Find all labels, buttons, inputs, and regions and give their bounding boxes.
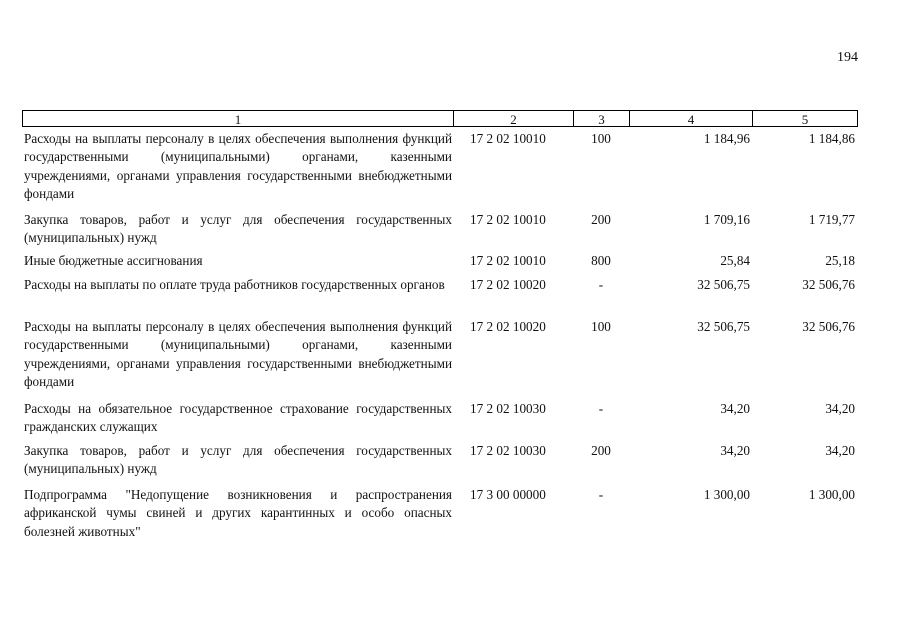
row-description: Закупка товаров, работ и услуг для обеспечения государственных (муниципальных) нужд — [24, 443, 452, 477]
row-value-col5: 34,20 — [825, 401, 855, 416]
row-expense-type: 100 — [591, 131, 611, 146]
row-expense-type: 100 — [591, 319, 611, 334]
row-value-col5: 1 719,77 — [808, 212, 855, 227]
row-value-col4: 34,20 — [720, 401, 750, 416]
table-header-row — [22, 110, 858, 128]
row-description: Иные бюджетные ассигнования — [24, 253, 203, 268]
row-value-col4: 34,20 — [720, 443, 750, 458]
row-value-col5: 32 506,76 — [802, 319, 855, 334]
row-expense-type: - — [598, 487, 604, 502]
row-code: 17 3 00 00000 — [470, 487, 546, 502]
page-number: 194 — [837, 50, 858, 65]
row-description: Закупка товаров, работ и услуг для обеспечения государственных (муниципальных) нужд — [24, 212, 452, 246]
row-value-col5: 1 300,00 — [808, 487, 855, 502]
row-value-col5: 25,18 — [825, 253, 855, 268]
row-code: 17 2 02 10020 — [470, 277, 546, 292]
row-value-col5: 32 506,76 — [802, 277, 855, 292]
row-value-col5: 1 184,86 — [808, 131, 855, 146]
row-value-col4: 1 300,00 — [703, 487, 750, 502]
row-value-col4: 25,84 — [720, 253, 750, 268]
row-description: Расходы на выплаты персоналу в целях обеспечения выполнения функций государственными (муниципальными) органами, казенными учреждениями, органами управления государственными внебюджетными фондами — [24, 319, 452, 389]
header-cell-2: 2 — [453, 110, 574, 127]
header-cell-1: 1 — [22, 110, 454, 127]
row-description: Расходы на обязательное государственное страхование государственных гражданских служащих — [24, 401, 452, 435]
row-expense-type: - — [598, 401, 604, 416]
header-cell-4: 4 — [629, 110, 753, 127]
row-value-col5: 34,20 — [825, 443, 855, 458]
row-value-col4: 32 506,75 — [697, 277, 750, 292]
row-code: 17 2 02 10010 — [470, 131, 546, 146]
row-code: 17 2 02 10030 — [470, 401, 546, 416]
row-expense-type: - — [598, 277, 604, 292]
row-code: 17 2 02 10010 — [470, 212, 546, 227]
row-expense-type: 200 — [591, 443, 611, 458]
row-code: 17 2 02 10010 — [470, 253, 546, 268]
row-value-col4: 1 184,96 — [703, 131, 750, 146]
row-value-col4: 1 709,16 — [703, 212, 750, 227]
row-expense-type: 200 — [591, 212, 611, 227]
row-description: Расходы на выплаты по оплате труда работников государственных органов — [24, 277, 445, 292]
row-code: 17 2 02 10030 — [470, 443, 546, 458]
row-expense-type: 800 — [591, 253, 611, 268]
row-code: 17 2 02 10020 — [470, 319, 546, 334]
row-description: Подпрограмма "Недопущение возникновения и распространения африканской чумы свиней и других карантинных и особо опасных болезней животных" — [24, 487, 452, 539]
header-cell-3: 3 — [573, 110, 630, 127]
header-cell-5: 5 — [752, 110, 858, 127]
row-value-col4: 32 506,75 — [697, 319, 750, 334]
row-description: Расходы на выплаты персоналу в целях обеспечения выполнения функций государственными (муниципальными) органами, казенными учреждениями, органами управления государственными внебюджетными фондами — [24, 131, 452, 201]
